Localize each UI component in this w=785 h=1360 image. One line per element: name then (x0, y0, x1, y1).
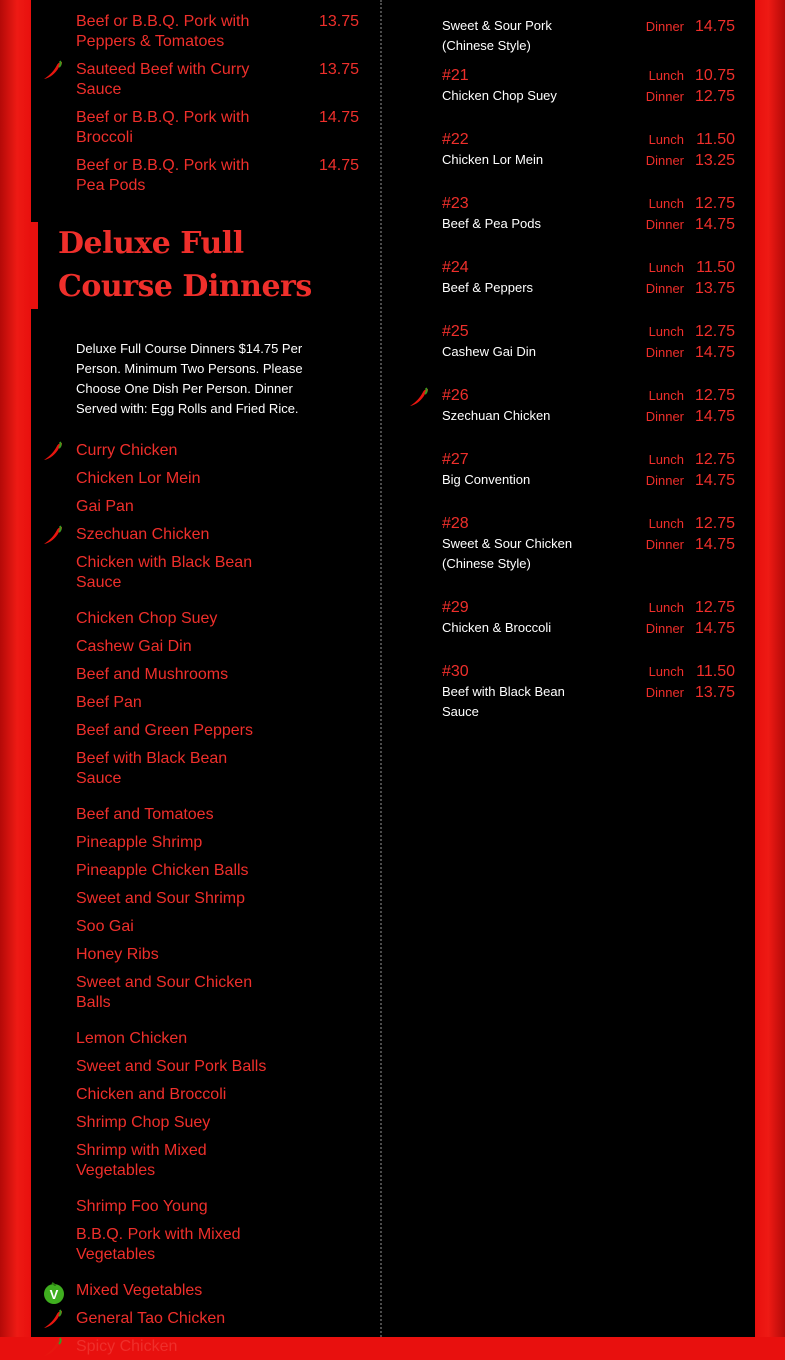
dinner-label: Dinner (645, 473, 684, 488)
dinner-option-name: Cashew Gai Din (76, 638, 192, 655)
dinner-option-name: Curry Chicken (76, 442, 178, 459)
chili-icon (42, 1308, 66, 1332)
combo-number: #30 (442, 663, 469, 680)
combo-number: #23 (442, 195, 469, 212)
chili-icon (42, 524, 66, 548)
lunch-label: Lunch (648, 516, 684, 531)
dinner-option-name: Shrimp with Mixed Vegetables (76, 1142, 207, 1179)
dinner-price: 14.75 (694, 408, 735, 425)
dinner-option-name: Honey Ribs (76, 946, 159, 963)
dinner-label: Dinner (645, 621, 684, 636)
dinner-price: 14.75 (694, 620, 735, 637)
lunch-price: 11.50 (696, 131, 735, 148)
item-name: Beef or B.B.Q. Pork with Broccoli (76, 109, 250, 146)
dinner-label: Dinner (645, 685, 684, 700)
chili-icon (42, 440, 66, 464)
section-description: Deluxe Full Course Dinners $14.75 Per Person. Minimum Two Persons. Please Choose One Dish Per Person. Dinner Served with: Egg Rolls and Fried Rice. (76, 341, 303, 416)
lunch-price: 10.75 (694, 67, 735, 84)
dinner-option-name: Szechuan Chicken (76, 526, 210, 543)
item-price: 14.75 (318, 157, 359, 174)
combo-number: #28 (442, 515, 469, 532)
combo-number: #24 (442, 259, 469, 276)
section-title: Deluxe Full Course Dinners (58, 226, 312, 304)
dinner-option-name: Mixed Vegetables (76, 1282, 203, 1299)
dinner-option-name: Lemon Chicken (76, 1030, 188, 1047)
svg-text:V: V (49, 1287, 59, 1302)
dinner-option-name: Pineapple Chicken Balls (76, 862, 249, 879)
lunch-price: 12.75 (694, 387, 735, 404)
dinner-price: 14.75 (694, 472, 735, 489)
combo-name: Szechuan Chicken (442, 408, 551, 423)
dinner-option-name: Gai Pan (76, 498, 134, 515)
chili-icon (408, 386, 432, 410)
dinner-option-name: Beef and Green Peppers (76, 722, 254, 739)
dinner-price: 14.75 (694, 18, 735, 35)
dinner-option-name: Beef with Black Bean Sauce (76, 750, 228, 787)
combo-name: Beef & Peppers (442, 280, 534, 295)
lunch-label: Lunch (648, 324, 684, 339)
dinner-price: 13.75 (694, 280, 735, 297)
item-price: 13.75 (318, 61, 359, 78)
lunch-price: 12.75 (694, 515, 735, 532)
combo-name: Beef with Black Bean Sauce (442, 684, 565, 719)
combo-number: #26 (442, 387, 469, 404)
lunch-label: Lunch (648, 388, 684, 403)
dinner-option-name: Pineapple Shrimp (76, 834, 203, 851)
dinner-option-name: Shrimp Chop Suey (76, 1114, 211, 1131)
dinner-price: 13.75 (694, 684, 735, 701)
lunch-price: 12.75 (694, 195, 735, 212)
dinner-label: Dinner (645, 345, 684, 360)
cut-off-item (76, 0, 276, 2)
lunch-label: Lunch (648, 260, 684, 275)
dinner-price: 14.75 (694, 536, 735, 553)
dinner-label: Dinner (645, 153, 684, 168)
dinner-option-name: General Tao Chicken (76, 1310, 226, 1327)
right-red-border (755, 0, 785, 1337)
lunch-label: Lunch (648, 452, 684, 467)
dinner-label: Dinner (645, 409, 684, 424)
lunch-label: Lunch (648, 600, 684, 615)
item-name: Sauteed Beef with Curry Sauce (76, 61, 250, 98)
lunch-price: 11.50 (696, 663, 735, 680)
combo-name: Sweet & Sour Pork (Chinese Style) (442, 18, 552, 53)
lunch-label: Lunch (648, 196, 684, 211)
dinner-option-name: B.B.Q. Pork with Mixed Vegetables (76, 1226, 241, 1263)
dinner-option-name: Chicken with Black Bean Sauce (76, 554, 253, 591)
dinner-option-name: Sweet and Sour Shrimp (76, 890, 245, 907)
dinner-option-name: Beef and Tomatoes (76, 806, 214, 823)
chili-icon (42, 59, 66, 83)
combo-number: #21 (442, 67, 469, 84)
item-name: Beef or B.B.Q. Pork with Peppers & Tomatoes (76, 13, 250, 50)
dinner-label: Dinner (645, 281, 684, 296)
dinner-label: Dinner (645, 89, 684, 104)
dinner-option-name: Chicken and Broccoli (76, 1086, 227, 1103)
lunch-price: 11.50 (696, 259, 735, 276)
dinner-label: Dinner (645, 19, 684, 34)
combo-name: Cashew Gai Din (442, 344, 536, 359)
dinner-price: 14.75 (694, 216, 735, 233)
combo-number: #29 (442, 599, 469, 616)
item-name: Beef or B.B.Q. Pork with Pea Pods (76, 157, 250, 194)
dinner-option-name: Chicken Lor Mein (76, 470, 201, 487)
combo-number: #25 (442, 323, 469, 340)
dinner-option-name: Spicy Chicken (76, 1338, 178, 1355)
dinner-option-name: Soo Gai (76, 918, 134, 935)
dinner-label: Dinner (645, 537, 684, 552)
lunch-price: 12.75 (694, 599, 735, 616)
section-accent-bar (31, 222, 38, 309)
lunch-price: 12.75 (694, 451, 735, 468)
combo-name: Big Convention (442, 472, 531, 487)
lunch-label: Lunch (648, 68, 684, 83)
left-red-border (0, 0, 31, 1337)
combo-number: #27 (442, 451, 469, 468)
combo-number: #22 (442, 131, 469, 148)
dinner-price: 13.25 (694, 152, 735, 169)
combo-name: Beef & Pea Pods (442, 216, 542, 231)
combo-name: Chicken & Broccoli (442, 620, 552, 635)
dinner-option-name: Beef and Mushrooms (76, 666, 229, 683)
combo-name: Sweet & Sour Chicken (Chinese Style) (442, 536, 573, 571)
dinner-option-name: Sweet and Sour Pork Balls (76, 1058, 267, 1075)
dinner-label: Dinner (645, 217, 684, 232)
dinner-option-name: Beef Pan (76, 694, 142, 711)
lunch-price: 12.75 (694, 323, 735, 340)
chili-icon (42, 1336, 66, 1360)
combo-name: Chicken Lor Mein (442, 152, 544, 167)
dinner-price: 14.75 (694, 344, 735, 361)
dinner-option-name: Sweet and Sour Chicken Balls (76, 974, 253, 1011)
column-divider (380, 0, 382, 1337)
dinner-option-name: Shrimp Foo Young (76, 1198, 208, 1215)
item-price: 13.75 (318, 13, 359, 30)
combo-name: Chicken Chop Suey (442, 88, 557, 103)
vegetarian-icon (42, 1281, 66, 1305)
item-price: 14.75 (318, 109, 359, 126)
dinner-price: 12.75 (694, 88, 735, 105)
dinner-option-name: Chicken Chop Suey (76, 610, 218, 627)
lunch-label: Lunch (648, 664, 684, 679)
lunch-label: Lunch (648, 132, 684, 147)
